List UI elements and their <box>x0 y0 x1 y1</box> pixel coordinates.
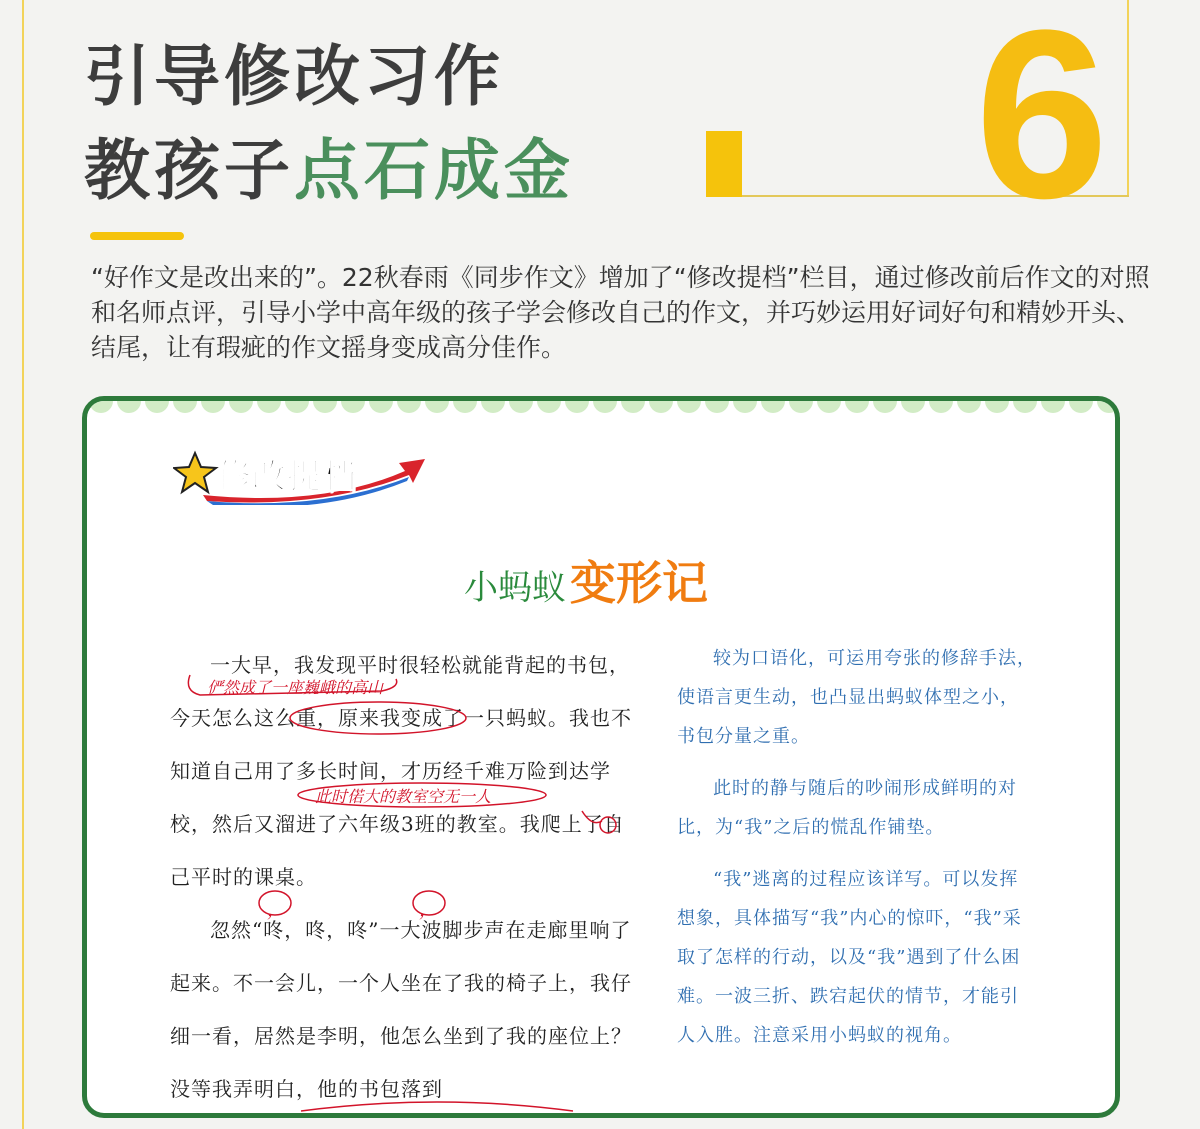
intro-paragraph: “好作文是改出来的”。22秋春雨《同步作文》增加了“修改提档”栏目，通过修改前后作文的对照和名师点评，引导小学中高年级的孩子学会修改自己的作文，并巧妙运用好词好句和精妙开头、结尾，让有瑕疵的作文摇身变成高分佳作。 <box>91 263 1150 362</box>
note-1: 较为口语化，可运用夸张的修辞手法，使语言更生动，也凸显出蚂蚁体型之小，书包分量之重。 <box>677 648 1036 747</box>
section-title-line2 <box>84 132 574 209</box>
story-paragraph-2: 忽然“咚，咚，咚”一大波脚步声在走廊里响了起来。不一会儿，一个人坐在了我的椅子上，我仔细一看，居然是李明，他怎么坐到了我的座位上？没等我弄明白，他的书包落到 <box>170 918 632 1101</box>
edit-comma-2: ， <box>419 900 437 921</box>
badge-label: 修改提档 <box>217 457 357 497</box>
story-paragraph-1: 一大早，我发现平时很轻松就能背起的书包，今天怎么这么重，原来我变成了一只蚂蚁。我也不知道自己用了多长时间，才历经千难万险到达学校，然后又溜进了六年级3班的教室。我爬上了自己平时的课桌。 <box>170 653 632 889</box>
story-title-accent: 变形记 <box>570 556 708 610</box>
section-title-line1: 引导修改习作 <box>84 38 504 115</box>
frame-right-line <box>1127 0 1129 195</box>
title-accent: 点石成金 <box>294 132 574 209</box>
section-number: 6 <box>975 0 1109 248</box>
star-icon <box>174 453 216 492</box>
edit-comma-1: ， <box>267 900 285 921</box>
story-title <box>464 547 708 613</box>
edit-mark-3 <box>257 889 457 949</box>
edit-mark-4 <box>297 1095 577 1113</box>
edit-mark-2 <box>292 777 622 847</box>
edit-mark-1 <box>182 671 642 741</box>
note-2: 此时的静与随后的吵闹形成鲜明的对比，为“我”之后的慌乱作铺垫。 <box>677 778 1017 838</box>
edit-insert-1: 俨然成了一座巍峨的高山 <box>207 678 384 697</box>
edit-insert-2: 此时偌大的教室空无一人 <box>315 787 492 806</box>
note-3: “我”逃离的过程应该详写。可以发挥想象，具体描写“我”内心的惊吓，“我”采取了怎样的行动，以及“我”遇到了什么困难。一波三折、跌宕起伏的情节，才能引人入胜。注意采用小蚂蚁的视角。 <box>677 869 1022 1046</box>
title-prefix: 教孩子 <box>84 132 294 209</box>
example-card <box>82 396 1120 1118</box>
scallop-border <box>87 401 1115 415</box>
frame-left-line <box>22 0 24 1129</box>
yellow-accent-block <box>706 131 742 197</box>
teacher-notes <box>677 639 1037 1068</box>
title-underline <box>90 232 184 240</box>
story-title-plain: 小蚂蚁 <box>464 568 566 608</box>
